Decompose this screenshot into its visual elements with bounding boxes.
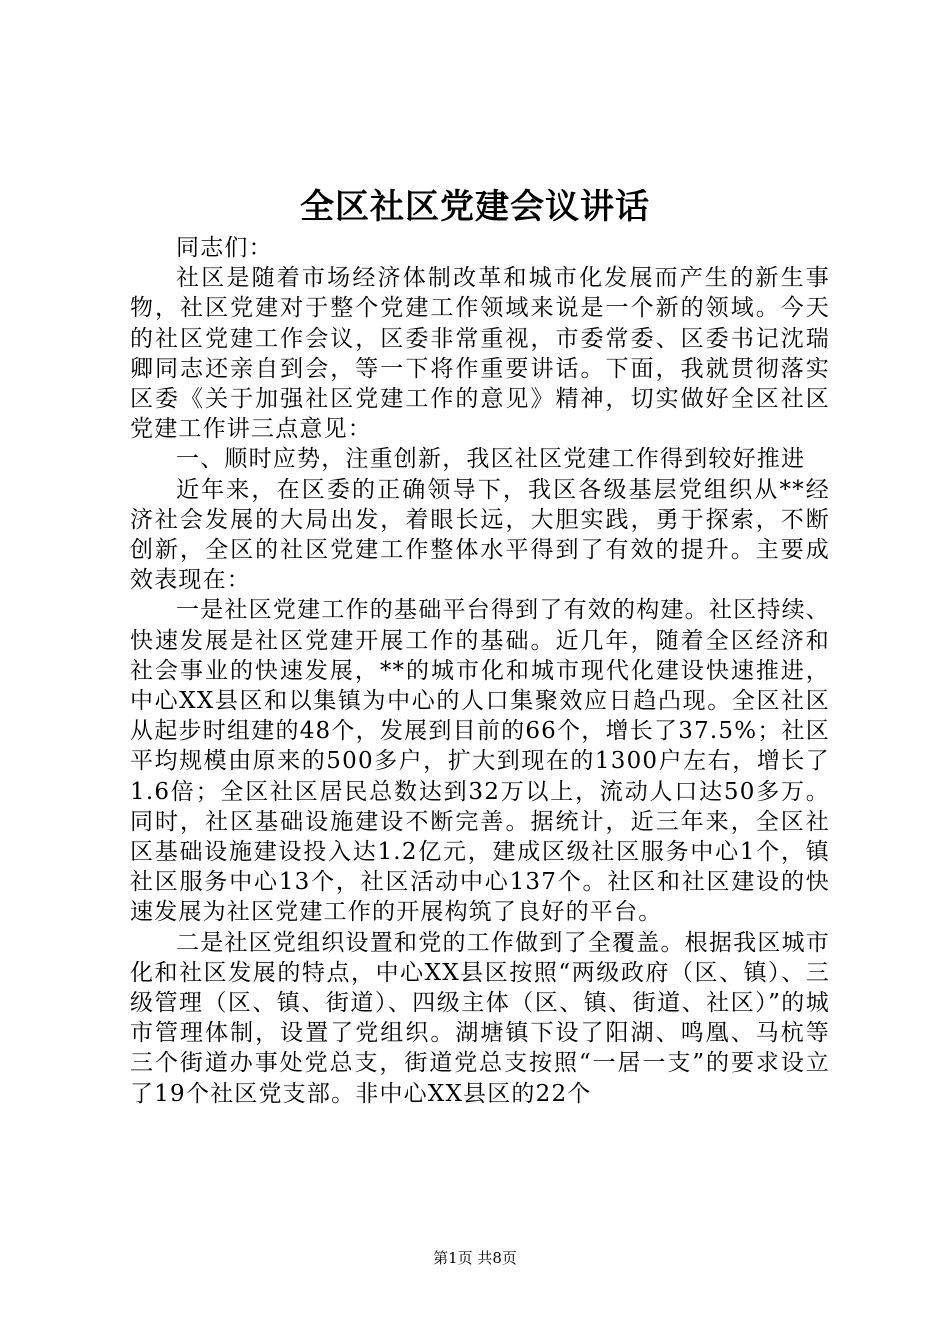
document-body [130,233,830,1109]
body-paragraph: 一是社区党建工作的基础平台得到了有效的构建。社区持续、快速发展是社区党建开展工作的基础。近几年，随着全区经济和社会事业的快速发展，**的城市化和城市现代化建设快速推进，中心XX县区和以集镇为中心的人口集聚效应日趋凸现。全区社区从起步时组建的48个，发展到目前的66个，增长了37.5%；社区平均规模由原来的500多户，扩大到现在的1300户左右，增长了1.6倍；全区社区居民总数达到32万以上，流动人口达50多万。同时，社区基础设施建设不断完善。据统计，近三年来，全区社区基础设施建设投入达1.2亿元，建成区级社区服务中心1个，镇社区服务中心13个，社区活动中心137个。社区和社区建设的快速发展为社区党建工作的开展构筑了良好的平台。 [130,597,830,926]
intro-paragraph: 社区是随着市场经济体制改革和城市化发展而产生的新生事物，社区党建对于整个党建工作领域来说是一个新的领域。今天的社区党建工作会议，区委非常重视，市委常委、区委书记沈瑞卿同志还亲自到会，等一下将作重要讲话。下面，我就贯彻落实区委《关于加强社区党建工作的意见》精神，切实做好全区社区党建工作讲三点意见： [130,265,830,443]
body-paragraph: 近年来，在区委的正确领导下，我区各级基层党组织从**经济社会发展的大局出发，着眼长远，大胆实践，勇于探索，不断创新，全区的社区党建工作整体水平得到了有效的提升。主要成效表现在： [130,476,830,594]
document-title: 全区社区党建会议讲话 [300,187,650,227]
body-paragraph: 二是社区党组织设置和党的工作做到了全覆盖。根据我区城市化和社区发展的特点，中心XX县区按照“两级政府（区、镇）、三级管理（区、镇、街道）、四级主体（区、镇、街道、社区）”的城市管理体制，设置了党组织。湖塘镇下设了阳湖、鸣凰、马杭等三个街道办事处党总支，街道党总支按照“一居一支”的要求设立了19个社区党支部。非中心XX县区的22个 [130,929,830,1107]
salutation-paragraph: 同志们： [176,235,273,261]
section-heading-1: 一、顺时应势，注重创新，我区社区党建工作得到较好推进 [176,446,806,473]
page-number-footer: 第1页 共8页 [433,1249,517,1267]
